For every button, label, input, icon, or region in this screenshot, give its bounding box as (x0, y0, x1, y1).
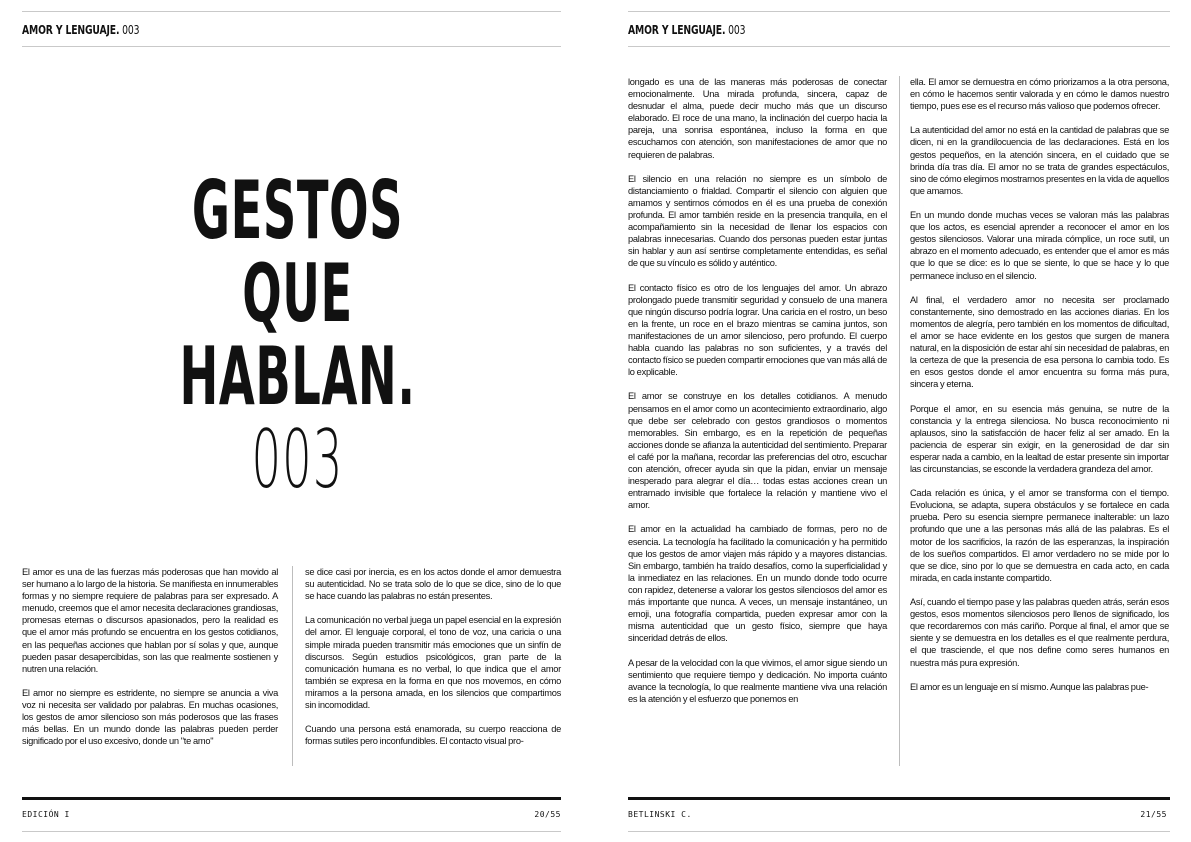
paragraph: El contacto físico es otro de los lenguajes del amor. Un abrazo prolongado puede transmitir seguridad y consuelo de una manera que ningún discurso podría lograr. Una caricia en el rostro, un beso en la frente, un roce en el brazo mientras se camina juntos, son manifestaciones de un amor silencioso, pero profundo. El cuerpo habla cuando las palabras no son suficientes, y a través del contacto físico se pueden compartir emociones que van más allá de lo explicable. (628, 282, 887, 378)
footer-rule (22, 831, 561, 832)
column-divider (899, 76, 900, 766)
paragraph: Porque el amor, en su esencia más genuina, se nutre de la constancia y la entrega silenciosa. No busca reconocimiento ni aplausos, sino la satisfacción de hacer feliz al ser amado. En la paciencia de esperar sin exigir, en la generosidad de dar sin esperar nada a cambio, en la lealtad de estar presente sin importar las circunstancias, se esconde la verdadera grandeza del amor. (910, 403, 1169, 474)
title-line-2: QUE (242, 247, 353, 340)
paragraph: El amor en la actualidad ha cambiado de formas, pero no de esencia. La tecnología ha facilitado la comunicación y ha permitido que los gestos de amor viajen más rápido y a mayores distancias. Sin embargo, también ha traído desafíos, como la superficialidad y la inmediatez en las relaciones. En un mundo donde todo ocurre con rapidez, detenerse a valorar los gestos silenciosos del amor es más importante que nunca. A veces, un mensaje instantáneo, un emoji, una fotografía compartida, pueden expresar amor con la misma autenticidad que un gesto físico, siempre que haya sinceridad detrás de ellos. (628, 524, 887, 644)
title-line-1: GESTOS (191, 164, 404, 257)
paragraph: La comunicación no verbal juega un papel esencial en la expresión del amor. El lenguaje corporal, el tono de voz, una caricia o una simple mirada pueden transmitir más emociones que un sinfín de discursos. Según estudios psicológicos, gran parte de la comunicación humana es no verbal, lo que indica que el amor también se expresa en la forma en que nos movemos, en cómo miramos a la persona amada, en los silencios que compartimos sin incomodidad. (305, 615, 561, 711)
paragraph: El amor es una de las fuerzas más poderosas que han movido al ser humano a lo largo de la historia. Se manifiesta en innumerables formas y no siempre requiere de palabras para ser expresado. A menudo, creemos que el amor necesita declaraciones grandiosas, promesas eternas o discursos apasionados, pero la realidad es que el amor más profundo se encuentra en los gestos cotidianos, en las pequeñas acciones que hablan por sí solas y que, aunque pueden pasar desapercibidas, son las que realmente sostienen y nutren una relación. (22, 567, 278, 674)
header-title: AMOR Y LENGUAJE. (22, 22, 120, 37)
page-number: 21/55 (1140, 810, 1167, 819)
column-divider (292, 566, 293, 766)
footer-bar (22, 797, 561, 800)
paragraph: Cada relación es única, y el amor se transforma con el tiempo. Evoluciona, se adapta, supera obstáculos y se fortalece en cada prueba. Pero su esencia siempre permanece inalterable: un lazo profundo que une a las personas más allá de las palabras. Es el motor de los sacrificios, la razón de las esperanzas, la inspiración de los sueños compartidos. El amor verdadero no se mide por lo que se dice, sino por lo que se demuestra en cada acto, en cada mirada, en cada instante compartido. (910, 488, 1169, 583)
title-number: 003 (251, 413, 344, 506)
right-column-1 (628, 76, 887, 705)
running-header (22, 22, 139, 37)
left-column-2 (305, 566, 561, 747)
header-bottom-rule (22, 46, 561, 47)
footer-author: BETLINSKI C. (628, 810, 692, 819)
paragraph: Cuando una persona está enamorada, su cuerpo reacciona de formas sutiles pero inconfundibles. El contacto visual pro- (305, 724, 561, 747)
left-column-1 (22, 566, 278, 747)
paragraph: El amor no siempre es estridente, no siempre se anuncia a viva voz ni necesita ser validado por palabras. En muchas ocasiones, los gestos de amor silencioso son más poderosos que las frases más bellas. En un mundo donde las palabras pueden perder significado por el uso excesivo, donde un "te amo" (22, 687, 278, 747)
footer-edition: EDICIÓN I (22, 810, 70, 819)
paragraph: longado es una de las maneras más poderosas de conectar emocionalmente. Una mirada profunda, sincera, capaz de desnudar el alma, puede decir mucho más que un discurso elaborado. El roce de una mano, la inclinación del cuerpo hacia la pareja, una sonrisa espontánea, incluso la forma en que escuchamos con atención, son manifestaciones de amor que no requieren de palabras. (628, 77, 887, 160)
header-title: AMOR Y LENGUAJE. (628, 22, 726, 37)
running-header (628, 22, 745, 37)
right-column-2 (910, 76, 1169, 693)
paragraph: La autenticidad del amor no está en la cantidad de palabras que se dicen, ni en la grandilocuencia de las declaraciones. Está en los gestos pequeños, en la atención sincera, en el cuidado que se brinda día tras día. El amor no se trata de grandes espectáculos, sino de cómo elegimos mostrarnos presentes en la vida de aquellos que amamos. (910, 125, 1169, 196)
footer-bar (628, 797, 1170, 800)
footer-rule (628, 831, 1170, 832)
paragraph: El silencio en una relación no siempre es un símbolo de distanciamiento o frialdad. Compartir el silencio con alguien que amamos y sentirnos cómodos en él es una prueba de conexión profunda. El amor también reside en la presencia tranquila, en el acompañamiento sin la necesidad de llenar los espacios con palabras innecesarias. Cuando dos personas pueden estar juntas sin hablar y aun así sentirse completamente entendidas, es señal de que su vínculo es sólido y auténtico. (628, 173, 887, 269)
paragraph: ella. El amor se demuestra en cómo priorizamos a la otra persona, en cómo le hacemos sentir valorada y en cómo le damos nuestro tiempo, pues ese es el recurso más valioso que podemos ofrecer. (910, 77, 1169, 112)
paragraph: El amor es un lenguaje en sí mismo. Aunque las palabras pue- (910, 681, 1149, 692)
header-top-rule (22, 11, 561, 12)
title-line-3: HABLAN. (179, 330, 416, 423)
paragraph: A pesar de la velocidad con la que vivimos, el amor sigue siendo un sentimiento que requiere tiempo y dedicación. No importa cuánto avance la tecnología, lo que realmente mantiene viva una relación es la atención y el esfuerzo que ponemos en (628, 657, 887, 704)
header-bottom-rule (628, 46, 1170, 47)
left-page (0, 0, 595, 842)
page-title (0, 164, 595, 506)
paragraph: Así, cuando el tiempo pase y las palabras queden atrás, serán esos gestos, esos momentos silenciosos pero llenos de significado, los que recordaremos con más cariño. Porque al final, el amor que se siente y se demuestra en los detalles es el que realmente perdura, el que trasciende, el que nos define como seres humanos en nuestra más pura expresión. (910, 597, 1169, 668)
page-number: 20/55 (534, 810, 561, 819)
header-top-rule (628, 11, 1170, 12)
right-page (596, 0, 1191, 842)
paragraph: El amor se construye en los detalles cotidianos. A menudo pensamos en el amor como un acontecimiento extraordinario, algo que debe ser celebrado con gestos grandiosos o momentos memorables. Sin embargo, es en la repetición de pequeñas acciones donde se afianza la autenticidad del sentimiento. Preparar el café por la mañana, recordar las preferencias del otro, escuchar con atención, ofrecer ayuda sin que la pidan, enviar un mensaje inesperado para alegrar el día… todas estas acciones crean un entramado invisible que fortalece la relación y mantiene vivo el amor. (628, 391, 887, 511)
paragraph: se dice casi por inercia, es en los actos donde el amor demuestra su autenticidad. No se trata solo de lo que se dice, sino de lo que se hace cuando las palabras no están presentes. (305, 567, 561, 602)
header-number: 003 (122, 22, 140, 37)
header-number: 003 (728, 22, 746, 37)
paragraph: Al final, el verdadero amor no necesita ser proclamado constantemente, sino demostrado en las acciones diarias. En los momentos de alegría, pero también en los momentos de dificultad, el amor se hace evidente en los gestos que surgen de manera natural, en la disposición de estar ahí sin necesidad de palabras, en la certeza de que la presencia de esa persona lo cambia todo. Es en esos gestos donde el amor encuentra su forma más pura, sincera y eterna. (910, 294, 1169, 390)
paragraph: En un mundo donde muchas veces se valoran más las palabras que los actos, es esencial aprender a reconocer el amor en los gestos silenciosos. Valorar una mirada cómplice, un roce sutil, un abrazo en el momento adecuado, es entender que el amor es más que lo que se dice: es lo que se siente, lo que se hace y lo que permanece incluso en el silencio. (910, 210, 1169, 281)
